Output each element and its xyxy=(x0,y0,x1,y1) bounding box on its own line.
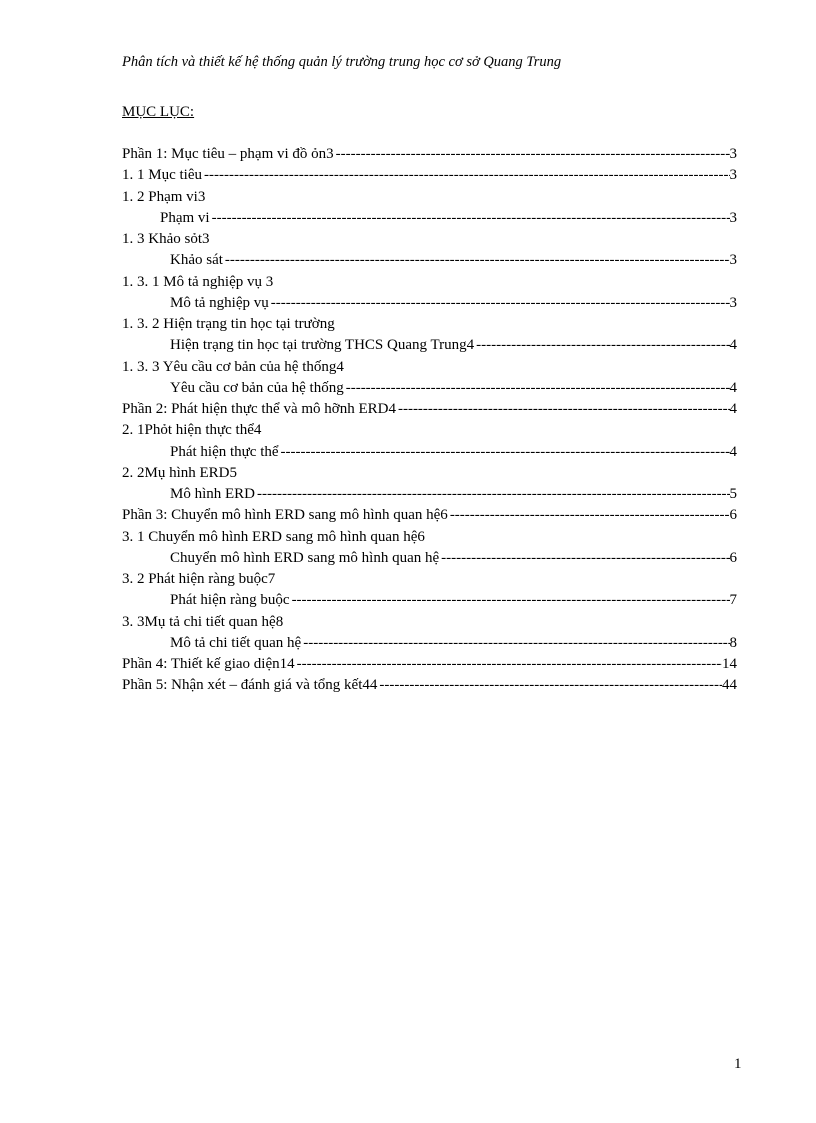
toc-page-number: 14 xyxy=(722,656,737,672)
toc-entry-text: Phần 4: Thiết kế giao diện14 xyxy=(122,656,295,672)
toc-entry-text: 1. 3. 2 Hiện trạng tin học tại trường xyxy=(122,316,335,332)
toc-page-number: 3 xyxy=(729,167,737,184)
toc-page-number: 44 xyxy=(722,677,737,694)
page-number: 1 xyxy=(734,1056,742,1072)
toc-entry-text: 1. 3. 1 Mô tả nghiệp vụ 3 xyxy=(122,273,274,290)
toc-entry-text: 3. 2 Phát hiện ràng buộc7 xyxy=(122,571,276,587)
toc-entry[interactable] xyxy=(122,486,737,507)
toc-dot-leader xyxy=(450,507,730,528)
toc-entry[interactable] xyxy=(122,465,737,486)
toc-page-number: 7 xyxy=(729,592,737,609)
toc-entry-text: 1. 2 Phạm vi3 xyxy=(122,188,206,205)
toc-entry[interactable] xyxy=(122,550,737,571)
toc-page-number: 4 xyxy=(729,379,737,396)
toc-page-number: 5 xyxy=(729,486,737,502)
toc-entry-text: 1. 3 Khảo sỏt3 xyxy=(122,231,210,247)
toc-entry-text: Phát hiện thực thể xyxy=(170,443,279,460)
toc-entry-text: Phần 1: Mục tiêu – phạm vi đồ ỏn3 xyxy=(122,146,334,162)
toc-entry-text: Phần 5: Nhận xét – đánh giá và tổng kết44 xyxy=(122,677,378,694)
toc-entry[interactable] xyxy=(122,146,737,167)
toc-page-number: 3 xyxy=(729,209,737,226)
running-header: Phân tích và thiết kế hệ thống quản lý trường trung học cơ sở Quang Trung xyxy=(122,54,562,70)
toc-entry-text: 2. 1Phỏt hiện thực thể4 xyxy=(122,422,262,439)
toc-entry-text: Phần 2: Phát hiện thực thể và mô hỡnh ERD4 xyxy=(122,401,396,417)
toc-entry-text: Yêu cầu cơ bản của hệ thống xyxy=(170,379,344,396)
toc-entry-text: 3. 3Mụ tả chi tiết quan hệ8 xyxy=(122,613,284,630)
toc-entry-text: Hiện trạng tin học tại trường THCS Quang Trung4 xyxy=(170,337,475,354)
table-of-contents xyxy=(122,146,737,699)
toc-entry-text: 2. 2Mụ hình ERD5 xyxy=(122,464,238,481)
toc-entry[interactable] xyxy=(122,677,737,698)
toc-dot-leader xyxy=(336,146,730,167)
toc-entry-text: 1. 1 Mục tiêu xyxy=(122,167,202,184)
toc-entry[interactable] xyxy=(122,635,737,656)
toc-page-number: 4 xyxy=(729,337,737,354)
toc-dot-leader xyxy=(303,635,729,656)
toc-dot-leader xyxy=(204,167,730,188)
toc-page-number: 4 xyxy=(729,443,737,460)
toc-entry[interactable] xyxy=(122,380,737,401)
toc-entry-text: Phát hiện ràng buộc xyxy=(170,592,290,609)
toc-entry[interactable] xyxy=(122,295,737,316)
toc-entry[interactable] xyxy=(122,231,737,252)
toc-entry-text: 3. 1 Chuyển mô hình ERD sang mô hình quan hệ6 xyxy=(122,528,425,545)
toc-entry[interactable] xyxy=(122,656,737,677)
toc-entry[interactable] xyxy=(122,444,737,465)
toc-entry[interactable] xyxy=(122,210,737,231)
toc-page-number: 6 xyxy=(729,507,737,524)
toc-entry[interactable] xyxy=(122,592,737,613)
toc-entry[interactable] xyxy=(122,507,737,528)
toc-dot-leader xyxy=(297,656,722,677)
toc-entry-text: Phạm vi xyxy=(160,209,210,226)
toc-page-number: 8 xyxy=(729,634,737,651)
toc-dot-leader xyxy=(225,252,730,273)
toc-entry[interactable] xyxy=(122,614,737,635)
toc-dot-leader xyxy=(257,486,729,507)
toc-page-number: 3 xyxy=(729,294,737,311)
toc-entry-text: Mô tả chi tiết quan hệ xyxy=(170,634,302,651)
toc-entry[interactable] xyxy=(122,189,737,210)
toc-entry-text: Phần 3: Chuyển mô hình ERD sang mô hình quan hệ6 xyxy=(122,507,448,524)
toc-entry-text: Khảo sát xyxy=(170,252,223,269)
toc-page-number: 3 xyxy=(729,146,737,162)
toc-entry-text: Mô hình ERD xyxy=(170,486,256,502)
toc-entry[interactable] xyxy=(122,252,737,273)
toc-entry[interactable] xyxy=(122,529,737,550)
toc-entry-text: Chuyển mô hình ERD sang mô hình quan hệ xyxy=(170,549,440,566)
toc-dot-leader xyxy=(281,444,730,465)
toc-dot-leader xyxy=(441,550,729,571)
toc-page-number: 3 xyxy=(729,252,737,269)
toc-entry[interactable] xyxy=(122,274,737,295)
toc-entry-text: Mô tả nghiệp vụ xyxy=(170,294,269,311)
toc-entry[interactable] xyxy=(122,571,737,592)
toc-dot-leader xyxy=(271,295,730,316)
toc-title: MỤC LỤC: xyxy=(122,104,195,120)
toc-dot-leader xyxy=(398,401,730,422)
toc-dot-leader xyxy=(212,210,730,231)
toc-page-number: 4 xyxy=(729,401,737,417)
toc-entry[interactable] xyxy=(122,422,737,443)
toc-dot-leader xyxy=(476,337,729,358)
toc-entry[interactable] xyxy=(122,316,737,337)
toc-entry[interactable] xyxy=(122,359,737,380)
toc-dot-leader xyxy=(292,592,730,613)
toc-dot-leader xyxy=(379,677,722,698)
toc-entry[interactable] xyxy=(122,401,737,422)
toc-entry[interactable] xyxy=(122,337,737,358)
toc-entry[interactable] xyxy=(122,167,737,188)
toc-dot-leader xyxy=(346,380,730,401)
toc-entry-text: 1. 3. 3 Yêu cầu cơ bản của hệ thống4 xyxy=(122,358,344,375)
toc-page-number: 6 xyxy=(729,549,737,566)
